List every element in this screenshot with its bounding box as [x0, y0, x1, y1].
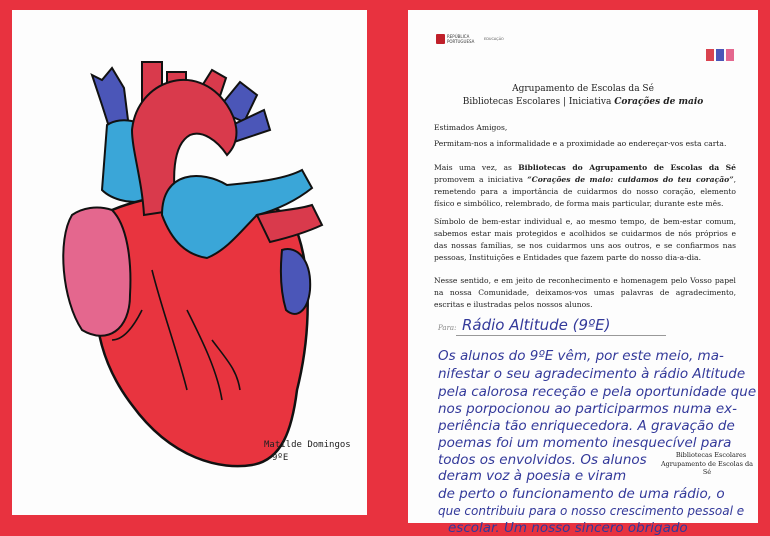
recipient-underline: [456, 335, 666, 336]
handwritten-line: deram voz à poesia e viram: [438, 468, 627, 484]
p2-a: Mais uma vez, as: [434, 163, 519, 172]
ministry-text: EDUCAÇÃO: [484, 37, 504, 41]
recipient-label: Para:: [438, 324, 457, 332]
sign-line-2: Agrupamento de Escolas da Sé: [660, 460, 754, 476]
p2-c: promovem a iniciativa: [434, 175, 528, 184]
recipient-name: Rádio Altitude (9ºE): [462, 316, 611, 334]
handwritten-line: nos porpocionou ao participarmos numa ex-: [438, 401, 737, 417]
handwritten-line: Os alunos do 9ºE vêm, por este meio, ma-: [438, 348, 724, 364]
school-badge-icon: [704, 46, 740, 64]
handwritten-line: escolar. Um nosso sincero obrigado: [448, 520, 688, 536]
logo-text: REPÚBLICA PORTUGUESA: [447, 34, 475, 44]
handwritten-line: pela calorosa receção e pela oportunidade que: [438, 384, 757, 400]
sign-line-1: Bibliotecas Escolares: [675, 451, 747, 459]
p2-b: Bibliotecas do Agrupamento de Escolas da Sé: [518, 163, 736, 172]
p2-d: “Corações de maio: cuidamos do teu coração”: [527, 175, 734, 184]
paragraph-4: Nesse sentido, e em jeito de reconhecimento e homenagem pelo Vosso papel na nossa Comunidade, deixamos-vos umas palavras de agradecimento, escritas e ilustradas pelos nossos alunos.: [434, 276, 736, 309]
title-prefix: Bibliotecas Escolares | Iniciativa: [462, 97, 615, 107]
p2-e: , remetendo para a importância de cuidarmos do nosso coração, elemento físico e simbólico, relembrado, de forma mais particular, durante este mês.: [434, 175, 736, 208]
handwritten-line: periência tão enriquecedora. A gravação de: [438, 418, 735, 434]
title-initiative: Corações de maio: [614, 97, 704, 107]
handwritten-line: de perto o funcionamento de uma rádio, o: [438, 486, 725, 502]
handwritten-line: todos os envolvidos. Os alunos: [438, 452, 647, 468]
signature-name: Matilde Domingos: [264, 440, 351, 450]
republic-logo: [436, 34, 480, 46]
heart-drawing-panel: [12, 10, 367, 515]
letter-title-line2: [408, 97, 758, 107]
handwritten-line: poemas foi um momento inesquecível para: [438, 435, 732, 451]
letter-panel: [408, 10, 758, 536]
handwritten-line: que contribuiu para o nosso crescimento pessoal e: [438, 504, 745, 518]
flag-icon: [436, 34, 445, 44]
paragraph-1: Permitam-nos a informalidade e a proximidade ao endereçar-vos esta carta.: [434, 139, 727, 148]
paragraph-3: Símbolo de bem-estar individual e, ao mesmo tempo, de bem-estar comum, sabemos estar mais protegidos e acolhidos se cuidarmos de nós próprios e das nossas famílias, se nos cuidarmos uns aos outros, e se confiarmos nas pessoas, Instituições e Entidades que fazem parte do nosso dia-a-dia.: [434, 217, 736, 262]
handwritten-line: nifestar o seu agradecimento à rádio Altitude: [438, 366, 746, 382]
letter-title-line1: Agrupamento de Escolas da Sé: [512, 84, 654, 94]
signature-class: 9ºE: [272, 453, 289, 463]
greeting: Estimados Amigos,: [434, 123, 508, 132]
paragraph-2: [434, 162, 736, 210]
